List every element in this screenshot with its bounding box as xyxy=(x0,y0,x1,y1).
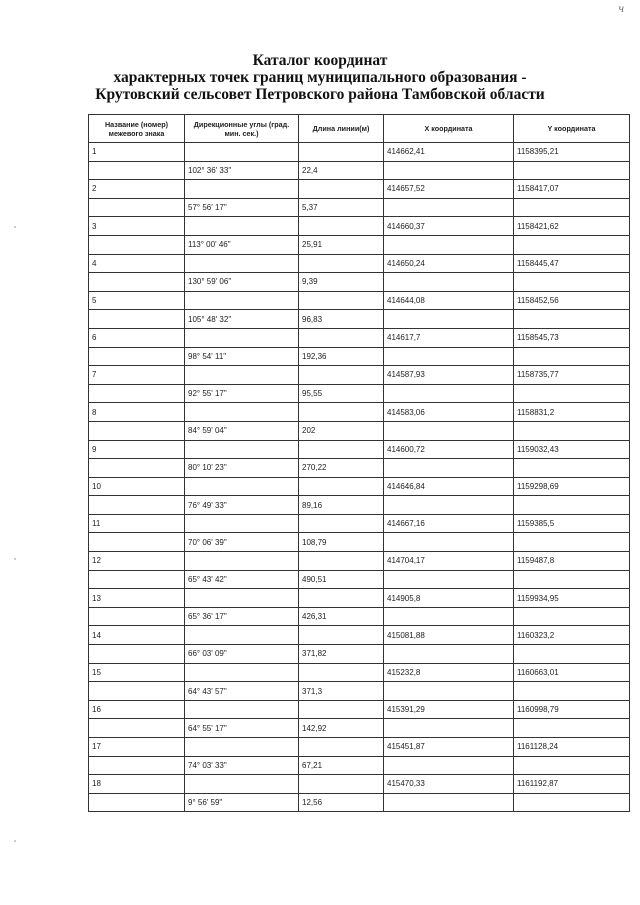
x-coordinate-cell: 414646,84 xyxy=(384,477,514,496)
direction-angle-cell: 70° 06' 39" xyxy=(185,533,299,552)
angle-empty-cell xyxy=(185,514,299,533)
x-coordinate-cell: 414704,17 xyxy=(384,552,514,571)
length-empty-cell xyxy=(299,626,384,645)
angle-empty-cell xyxy=(185,328,299,347)
name-empty-cell xyxy=(89,719,185,738)
direction-angle-cell: 113° 00' 46" xyxy=(185,235,299,254)
x-empty-cell xyxy=(384,496,514,515)
direction-angle-cell: 65° 36' 17" xyxy=(185,607,299,626)
length-empty-cell xyxy=(299,366,384,385)
y-coordinate-cell: 1161128,24 xyxy=(514,738,630,757)
y-coordinate-cell: 1158417,07 xyxy=(514,180,630,199)
y-empty-cell xyxy=(514,756,630,775)
y-coordinate-cell: 1158735,77 xyxy=(514,366,630,385)
x-empty-cell xyxy=(384,756,514,775)
direction-angle-cell: 102° 36' 33" xyxy=(185,161,299,180)
point-name-cell: 18 xyxy=(89,775,185,794)
x-coordinate-cell: 415470,33 xyxy=(384,775,514,794)
x-coordinate-cell: 414905,8 xyxy=(384,589,514,608)
y-empty-cell xyxy=(514,533,630,552)
scan-speck xyxy=(14,840,16,842)
length-empty-cell xyxy=(299,589,384,608)
angle-empty-cell xyxy=(185,254,299,273)
direction-angle-cell: 84° 59' 04" xyxy=(185,421,299,440)
length-empty-cell xyxy=(299,403,384,422)
length-empty-cell xyxy=(299,514,384,533)
direction-angle-cell: 74° 03' 33" xyxy=(185,756,299,775)
table-header-row xyxy=(89,115,630,143)
y-empty-cell xyxy=(514,421,630,440)
y-empty-cell xyxy=(514,682,630,701)
x-empty-cell xyxy=(384,607,514,626)
y-coordinate-cell: 1159032,43 xyxy=(514,440,630,459)
length-empty-cell xyxy=(299,180,384,199)
direction-angle-cell: 64° 55' 17" xyxy=(185,719,299,738)
table-row-point xyxy=(89,143,630,162)
table-row-segment xyxy=(89,793,630,812)
y-empty-cell xyxy=(514,645,630,664)
line-length-cell: 95,55 xyxy=(299,384,384,403)
x-empty-cell xyxy=(384,570,514,589)
table-row-segment xyxy=(89,645,630,664)
x-empty-cell xyxy=(384,235,514,254)
name-empty-cell xyxy=(89,496,185,515)
x-empty-cell xyxy=(384,682,514,701)
angle-empty-cell xyxy=(185,366,299,385)
point-name-cell: 11 xyxy=(89,514,185,533)
direction-angle-cell: 76° 49' 33" xyxy=(185,496,299,515)
angle-empty-cell xyxy=(185,291,299,310)
length-empty-cell xyxy=(299,217,384,236)
point-name-cell: 7 xyxy=(89,366,185,385)
point-name-cell: 3 xyxy=(89,217,185,236)
name-empty-cell xyxy=(89,235,185,254)
direction-angle-cell: 57° 56' 17" xyxy=(185,198,299,217)
angle-empty-cell xyxy=(185,626,299,645)
line-length-cell: 9,39 xyxy=(299,273,384,292)
table-row-segment xyxy=(89,719,630,738)
x-empty-cell xyxy=(384,719,514,738)
table-row-segment xyxy=(89,756,630,775)
table-row-segment xyxy=(89,198,630,217)
x-coordinate-cell: 414667,16 xyxy=(384,514,514,533)
table-row-point xyxy=(89,180,630,199)
x-coordinate-cell: 414657,52 xyxy=(384,180,514,199)
x-empty-cell xyxy=(384,533,514,552)
title-line-1: Каталог координат xyxy=(252,52,388,69)
line-length-cell: 142,92 xyxy=(299,719,384,738)
scan-speck xyxy=(14,558,16,560)
y-coordinate-cell: 1160323,2 xyxy=(514,626,630,645)
length-empty-cell xyxy=(299,254,384,273)
table-row-point xyxy=(89,738,630,757)
x-empty-cell xyxy=(384,459,514,478)
angle-empty-cell xyxy=(185,440,299,459)
header-point-name: Название (номер) межевого знака xyxy=(89,115,185,143)
y-empty-cell xyxy=(514,235,630,254)
point-name-cell: 15 xyxy=(89,663,185,682)
y-empty-cell xyxy=(514,273,630,292)
line-length-cell: 12,56 xyxy=(299,793,384,812)
line-length-cell: 5,37 xyxy=(299,198,384,217)
name-empty-cell xyxy=(89,607,185,626)
x-coordinate-cell: 415232,8 xyxy=(384,663,514,682)
y-coordinate-cell: 1159298,69 xyxy=(514,477,630,496)
title-line-2: характерных точек границ муниципального образования - xyxy=(113,69,527,86)
table-row-point xyxy=(89,291,630,310)
direction-angle-cell: 92° 55' 17" xyxy=(185,384,299,403)
point-name-cell: 8 xyxy=(89,403,185,422)
point-name-cell: 12 xyxy=(89,552,185,571)
y-empty-cell xyxy=(514,570,630,589)
x-coordinate-cell: 415391,29 xyxy=(384,700,514,719)
name-empty-cell xyxy=(89,533,185,552)
point-name-cell: 16 xyxy=(89,700,185,719)
y-coordinate-cell: 1161192,87 xyxy=(514,775,630,794)
x-coordinate-cell: 414617,7 xyxy=(384,328,514,347)
table-row-segment xyxy=(89,161,630,180)
y-coordinate-cell: 1158831,2 xyxy=(514,403,630,422)
name-empty-cell xyxy=(89,310,185,329)
x-empty-cell xyxy=(384,161,514,180)
table-row-segment xyxy=(89,273,630,292)
y-empty-cell xyxy=(514,793,630,812)
point-name-cell: 2 xyxy=(89,180,185,199)
direction-angle-cell: 65° 43' 42" xyxy=(185,570,299,589)
y-empty-cell xyxy=(514,310,630,329)
x-coordinate-cell: 414583,06 xyxy=(384,403,514,422)
point-name-cell: 6 xyxy=(89,328,185,347)
angle-empty-cell xyxy=(185,217,299,236)
length-empty-cell xyxy=(299,440,384,459)
header-x-coordinate: X координата xyxy=(384,115,514,143)
length-empty-cell xyxy=(299,663,384,682)
table-row-segment xyxy=(89,347,630,366)
title-line-3: Крутовский сельсовет Петровского района Тамбовской области xyxy=(95,86,545,103)
name-empty-cell xyxy=(89,645,185,664)
y-coordinate-cell: 1159934,95 xyxy=(514,589,630,608)
y-coordinate-cell: 1160998,79 xyxy=(514,700,630,719)
point-name-cell: 14 xyxy=(89,626,185,645)
table-row-segment xyxy=(89,459,630,478)
table-row-point xyxy=(89,589,630,608)
y-empty-cell xyxy=(514,719,630,738)
y-empty-cell xyxy=(514,198,630,217)
line-length-cell: 192,36 xyxy=(299,347,384,366)
line-length-cell: 371,3 xyxy=(299,682,384,701)
direction-angle-cell: 105° 48' 32" xyxy=(185,310,299,329)
angle-empty-cell xyxy=(185,700,299,719)
x-empty-cell xyxy=(384,793,514,812)
x-empty-cell xyxy=(384,645,514,664)
table-row-point xyxy=(89,477,630,496)
y-coordinate-cell: 1158421,62 xyxy=(514,217,630,236)
scan-speck xyxy=(14,226,16,228)
x-empty-cell xyxy=(384,273,514,292)
y-coordinate-cell: 1160663,01 xyxy=(514,663,630,682)
x-coordinate-cell: 414600,72 xyxy=(384,440,514,459)
table-row-point xyxy=(89,254,630,273)
y-empty-cell xyxy=(514,384,630,403)
line-length-cell: 371,82 xyxy=(299,645,384,664)
x-empty-cell xyxy=(384,198,514,217)
table-row-point xyxy=(89,366,630,385)
x-coordinate-cell: 414644,08 xyxy=(384,291,514,310)
y-coordinate-cell: 1158452,56 xyxy=(514,291,630,310)
length-empty-cell xyxy=(299,700,384,719)
y-empty-cell xyxy=(514,347,630,366)
x-coordinate-cell: 414650,24 xyxy=(384,254,514,273)
line-length-cell: 89,16 xyxy=(299,496,384,515)
point-name-cell: 1 xyxy=(89,143,185,162)
table-row-point xyxy=(89,217,630,236)
angle-empty-cell xyxy=(185,477,299,496)
point-name-cell: 4 xyxy=(89,254,185,273)
line-length-cell: 202 xyxy=(299,421,384,440)
line-length-cell: 270,22 xyxy=(299,459,384,478)
table-row-segment xyxy=(89,384,630,403)
y-empty-cell xyxy=(514,459,630,478)
coordinate-catalog-table xyxy=(88,114,630,812)
angle-empty-cell xyxy=(185,143,299,162)
table-row-segment xyxy=(89,533,630,552)
name-empty-cell xyxy=(89,682,185,701)
table-row-point xyxy=(89,440,630,459)
line-length-cell: 490,51 xyxy=(299,570,384,589)
table-row-point xyxy=(89,626,630,645)
direction-angle-cell: 80° 10' 23" xyxy=(185,459,299,478)
length-empty-cell xyxy=(299,328,384,347)
name-empty-cell xyxy=(89,756,185,775)
header-line-length: Длина линии(м) xyxy=(299,115,384,143)
direction-angle-cell: 66° 03' 09" xyxy=(185,645,299,664)
name-empty-cell xyxy=(89,384,185,403)
direction-angle-cell: 9° 56' 59" xyxy=(185,793,299,812)
x-coordinate-cell: 414660,37 xyxy=(384,217,514,236)
table-row-segment xyxy=(89,310,630,329)
name-empty-cell xyxy=(89,161,185,180)
x-coordinate-cell: 415081,88 xyxy=(384,626,514,645)
point-name-cell: 17 xyxy=(89,738,185,757)
x-coordinate-cell: 415451,87 xyxy=(384,738,514,757)
angle-empty-cell xyxy=(185,589,299,608)
page-number-mark: ч xyxy=(618,4,625,15)
y-coordinate-cell: 1158545,73 xyxy=(514,328,630,347)
table-row-segment xyxy=(89,682,630,701)
length-empty-cell xyxy=(299,775,384,794)
y-coordinate-cell: 1158395,21 xyxy=(514,143,630,162)
table-row-segment xyxy=(89,496,630,515)
name-empty-cell xyxy=(89,793,185,812)
y-coordinate-cell: 1159487,8 xyxy=(514,552,630,571)
x-empty-cell xyxy=(384,310,514,329)
angle-empty-cell xyxy=(185,552,299,571)
table-row-segment xyxy=(89,235,630,254)
angle-empty-cell xyxy=(185,180,299,199)
table-row-point xyxy=(89,328,630,347)
angle-empty-cell xyxy=(185,775,299,794)
header-direction-angle: Дирекционные углы (град. мин. сек.) xyxy=(185,115,299,143)
line-length-cell: 22,4 xyxy=(299,161,384,180)
table-row-segment xyxy=(89,607,630,626)
table-row-point xyxy=(89,514,630,533)
table-row-point xyxy=(89,552,630,571)
name-empty-cell xyxy=(89,347,185,366)
angle-empty-cell xyxy=(185,403,299,422)
table-row-point xyxy=(89,700,630,719)
header-y-coordinate: Y координата xyxy=(514,115,630,143)
direction-angle-cell: 130° 59' 06" xyxy=(185,273,299,292)
document-title xyxy=(60,52,580,103)
y-coordinate-cell: 1158445,47 xyxy=(514,254,630,273)
line-length-cell: 25,91 xyxy=(299,235,384,254)
point-name-cell: 5 xyxy=(89,291,185,310)
y-empty-cell xyxy=(514,496,630,515)
length-empty-cell xyxy=(299,477,384,496)
angle-empty-cell xyxy=(185,663,299,682)
direction-angle-cell: 64° 43' 57" xyxy=(185,682,299,701)
line-length-cell: 426,31 xyxy=(299,607,384,626)
name-empty-cell xyxy=(89,421,185,440)
length-empty-cell xyxy=(299,291,384,310)
direction-angle-cell: 98° 54' 11" xyxy=(185,347,299,366)
x-coordinate-cell: 414662,41 xyxy=(384,143,514,162)
angle-empty-cell xyxy=(185,738,299,757)
point-name-cell: 13 xyxy=(89,589,185,608)
line-length-cell: 108,79 xyxy=(299,533,384,552)
x-empty-cell xyxy=(384,421,514,440)
length-empty-cell xyxy=(299,738,384,757)
length-empty-cell xyxy=(299,552,384,571)
name-empty-cell xyxy=(89,459,185,478)
name-empty-cell xyxy=(89,570,185,589)
x-empty-cell xyxy=(384,347,514,366)
table-row-segment xyxy=(89,421,630,440)
line-length-cell: 67,21 xyxy=(299,756,384,775)
table-row-point xyxy=(89,403,630,422)
x-empty-cell xyxy=(384,384,514,403)
table-row-point xyxy=(89,663,630,682)
x-coordinate-cell: 414587,93 xyxy=(384,366,514,385)
name-empty-cell xyxy=(89,273,185,292)
y-empty-cell xyxy=(514,607,630,626)
name-empty-cell xyxy=(89,198,185,217)
y-coordinate-cell: 1159385,5 xyxy=(514,514,630,533)
point-name-cell: 9 xyxy=(89,440,185,459)
table-row-point xyxy=(89,775,630,794)
table-row-segment xyxy=(89,570,630,589)
line-length-cell: 96,83 xyxy=(299,310,384,329)
y-empty-cell xyxy=(514,161,630,180)
length-empty-cell xyxy=(299,143,384,162)
point-name-cell: 10 xyxy=(89,477,185,496)
